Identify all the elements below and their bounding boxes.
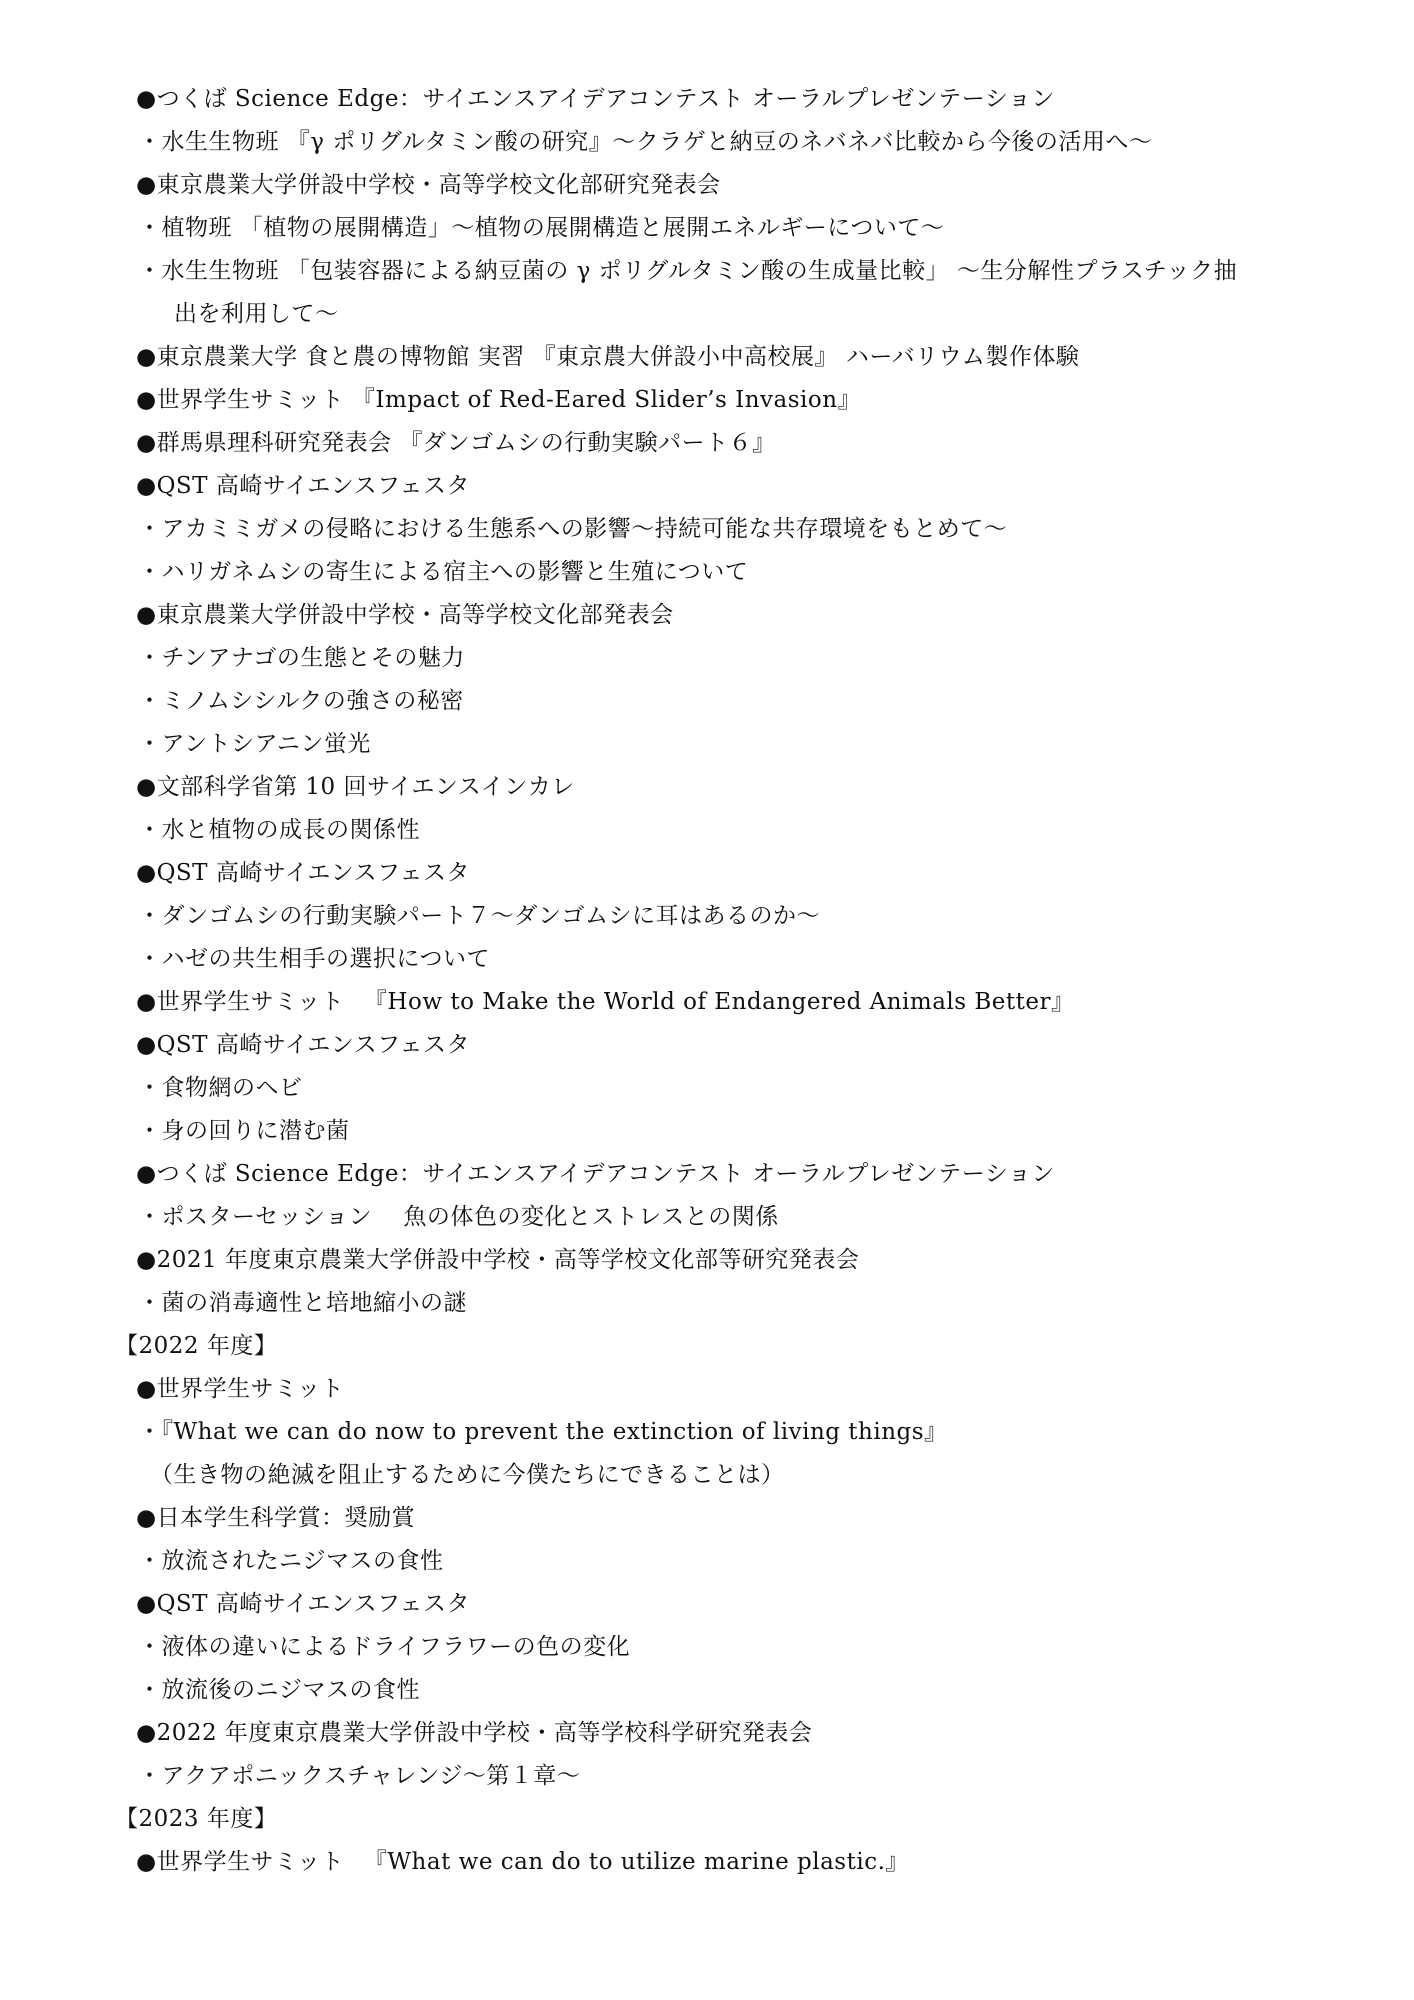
list-item-note: （生き物の絶滅を阻止するために今僕たちにできることは）: [150, 1462, 785, 1488]
event-heading: ●2022 年度東京農業大学併設中学校・高等学校科学研究発表会: [136, 1720, 813, 1746]
list-item: ・アカミミガメの侵略における生態系への影響〜持続可能な共存環境をもとめて〜: [138, 516, 1008, 542]
event-heading: ●世界学生サミット 『Impact of Red-Eared Slider’s Invasion』: [136, 387, 862, 413]
list-item: ・放流後のニジマスの食性: [138, 1677, 420, 1703]
event-heading: ●QST 高崎サイエンスフェスタ: [136, 1591, 470, 1617]
event-heading: ●QST 高崎サイエンスフェスタ: [136, 860, 470, 886]
list-item: ・水と植物の成長の関係性: [138, 817, 420, 843]
event-heading: ●世界学生サミット: [136, 1376, 345, 1402]
list-item: ・液体の違いによるドライフラワーの色の変化: [138, 1634, 631, 1660]
event-heading: ●日本学生科学賞：奨励賞: [136, 1505, 416, 1531]
year-heading: 【2023 年度】: [115, 1806, 278, 1832]
list-item: ・ポスターセッション 魚の体色の変化とストレスとの関係: [138, 1204, 779, 1230]
list-item: ・ハリガネムシの寄生による宿主への影響と生殖について: [138, 559, 749, 585]
list-item: ・ハゼの共生相手の選択について: [138, 946, 491, 972]
event-heading: ●つくば Science Edge：サイエンスアイデアコンテスト オーラルプレゼンテーション: [136, 86, 1055, 112]
list-item: ・ダンゴムシの行動実験パート７〜ダンゴムシに耳はあるのか〜: [138, 903, 820, 929]
list-item: ・水生生物班 「包装容器による納豆菌の γ ポリグルタミン酸の生成量比較」 〜生分解性プラスチック抽: [138, 258, 1238, 284]
event-heading: ●東京農業大学 食と農の博物館 実習 『東京農大併設小中高校展』 ハーバリウム製作体験: [136, 344, 1080, 370]
event-heading: ●世界学生サミット 『How to Make the World of Endangered Animals Better』: [136, 989, 1075, 1015]
list-item: ・食物網のヘビ: [138, 1075, 303, 1101]
event-heading: ●東京農業大学併設中学校・高等学校文化部研究発表会: [136, 172, 721, 198]
list-item: ・植物班 「植物の展開構造」〜植物の展開構造と展開エネルギーについて〜: [138, 215, 945, 241]
list-item: ・放流されたニジマスの食性: [138, 1548, 444, 1574]
list-item: ・菌の消毒適性と培地縮小の謎: [138, 1290, 467, 1316]
list-item: ・ミノムシシルクの強さの秘密: [138, 688, 464, 714]
list-item-continuation: 出を利用して〜: [174, 301, 339, 327]
list-item: ・水生生物班 『γ ポリグルタミン酸の研究』〜クラゲと納豆のネバネバ比較から今後の活用へ〜: [138, 129, 1153, 155]
event-heading: ●群馬県理科研究発表会 『ダンゴムシの行動実験パート６』: [136, 430, 776, 456]
year-heading: 【2022 年度】: [115, 1333, 278, 1359]
event-heading: ●QST 高崎サイエンスフェスタ: [136, 1032, 470, 1058]
event-heading: ●文部科学省第 10 回サイエンスインカレ: [136, 774, 575, 800]
event-heading: ●QST 高崎サイエンスフェスタ: [136, 473, 470, 499]
list-item: ・チンアナゴの生態とその魅力: [138, 645, 465, 671]
document-body: [0, 78, 1414, 1884]
list-item: ・アクアポニックスチャレンジ〜第１章〜: [138, 1763, 581, 1789]
event-heading: ●2021 年度東京農業大学併設中学校・高等学校文化部等研究発表会: [136, 1247, 860, 1273]
list-item: ・『What we can do now to prevent the extinction of living things』: [138, 1419, 948, 1445]
list-item: ・身の回りに潜む菌: [138, 1118, 350, 1144]
list-item: ・アントシアニン蛍光: [138, 731, 371, 757]
event-heading: ●つくば Science Edge：サイエンスアイデアコンテスト オーラルプレゼンテーション: [136, 1161, 1055, 1187]
event-heading: ●世界学生サミット 『What we can do to utilize marine plastic.』: [136, 1849, 909, 1875]
event-heading: ●東京農業大学併設中学校・高等学校文化部発表会: [136, 602, 674, 628]
